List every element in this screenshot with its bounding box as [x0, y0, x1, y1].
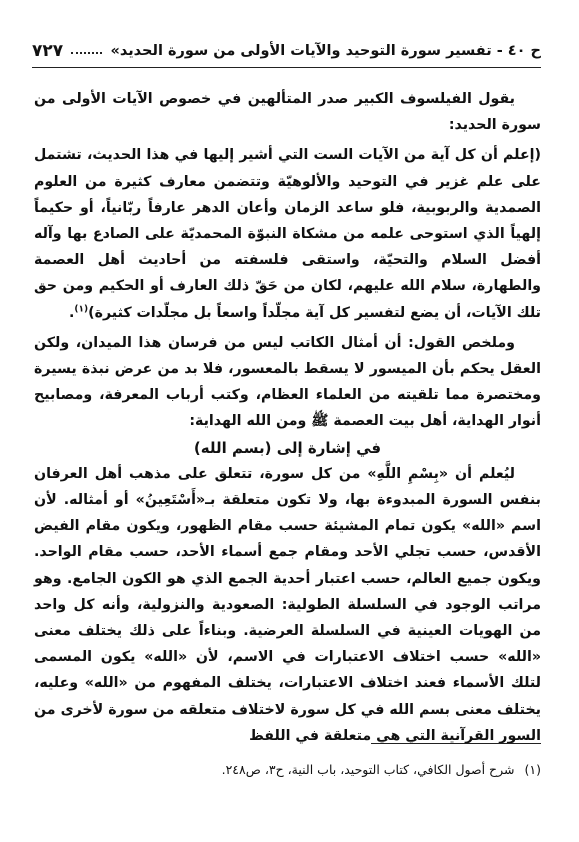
quote-paragraph: [34, 142, 541, 325]
quote-text: (إعلم أن كل آية من الآيات الست التي أشير إليها في هذا الحديث، تشتمل على علم غزير في التوحيد والألوهيّة وتتضمن معارف كثيرة من العلوم الصمدية والربوبية، فلو ساعد الزمان وأعان الدهر عارفاً ربّانياً، أو حكيماً إلهياً الذي استوحى علمه من مشكاة النبوّة المحمديّة على الصادع بها وآله أفضل السلام والتحيّة، واستقى فلسفته من أحاديث أهل العصمة والطهارة، سلام الله عليهم، لكان من حَقّ ذلك العارف أو الحكيم ومن حق تلك الآيات، أن يضع لتفسير كل آية مجلّداً واسعاً بل مجلّدات كثيرة): [34, 147, 541, 321]
header-leader-dots: [71, 52, 102, 54]
quote-end-mark: .: [68, 304, 75, 321]
summary-paragraph: وملخص القول: أن أمثال الكاتب ليس من فرسان هذا الميدان، ولكن العقل يحكم بأن الميسور لا يسقط بالمعسور، فلا بد من عرض نبذة يسيرة ومختصرة مما تلقيته من العلماء العظام، وكتب أرباب المعرفة، ومصابيح أنوار الهداية، أهل بيت العصمة ﷺ ومن الله الهداية:: [34, 334, 541, 430]
header-rule: [32, 67, 541, 68]
footnote-reference: (١): [74, 303, 89, 314]
footnote-marker: (١): [524, 762, 541, 777]
footnote-text: شرح أصول الكافي، كتاب التوحيد، باب النية، ح٣، ص٢٤٨.: [221, 762, 515, 777]
header-title: ح ٤٠ - تفسير سورة التوحيد والآيات الأولى من سورة الحديد»: [110, 43, 541, 59]
page-number: ٧٢٧: [32, 41, 64, 61]
footnote-separator: [371, 743, 541, 744]
main-text: [34, 86, 541, 749]
footnote: [34, 760, 541, 780]
intro-paragraph: يقول الفيلسوف الكبير صدر المتألهين في خصوص الآيات الأولى من سورة الحديد:: [34, 91, 541, 134]
section-heading: في إشارة إلى (بسم الله): [193, 438, 382, 457]
running-header: [32, 36, 541, 66]
section-paragraph: ليُعلم أن «بِسْمِ اللَّهِ» من كل سورة، تتعلق على مذهب أهل العرفان بنفس السورة المبدوءة بها، ولا تكون متعلقة بـ«أَسْتَعِينُ» أو أمثاله. لأن اسم «الله» يكون تمام المشيئة حسب مقام الظهور، ويكون مقام الفيض الأقدس، حسب تجلي الأحد ومقام جمع أسماء الأحد، حسب مقام الواحد. ويكون جميع العالم، حسب اعتبار أحدية الجمع الذي هو الكون الجامع. وهو مراتب الوجود في السلسلة الطولية: الصعودية والنزولية، وأنه كل واحد من الهويات العينية في السلسلة العرضية. وبناءاً على ذلك يختلف معنى «الله» حسب اختلاف الاعتبارات في الاسم، لأن «الله» يكون المسمى لتلك الأسماء فعند اختلاف الاعتبارات، يختلف المفهوم من «الله» وعليه، يختلف معنى بسم الله في كل سورة لاختلاف متعلقه من سورة لأخرى من السور القرآنية التي هي متعلقة في اللفظ: [34, 465, 541, 744]
